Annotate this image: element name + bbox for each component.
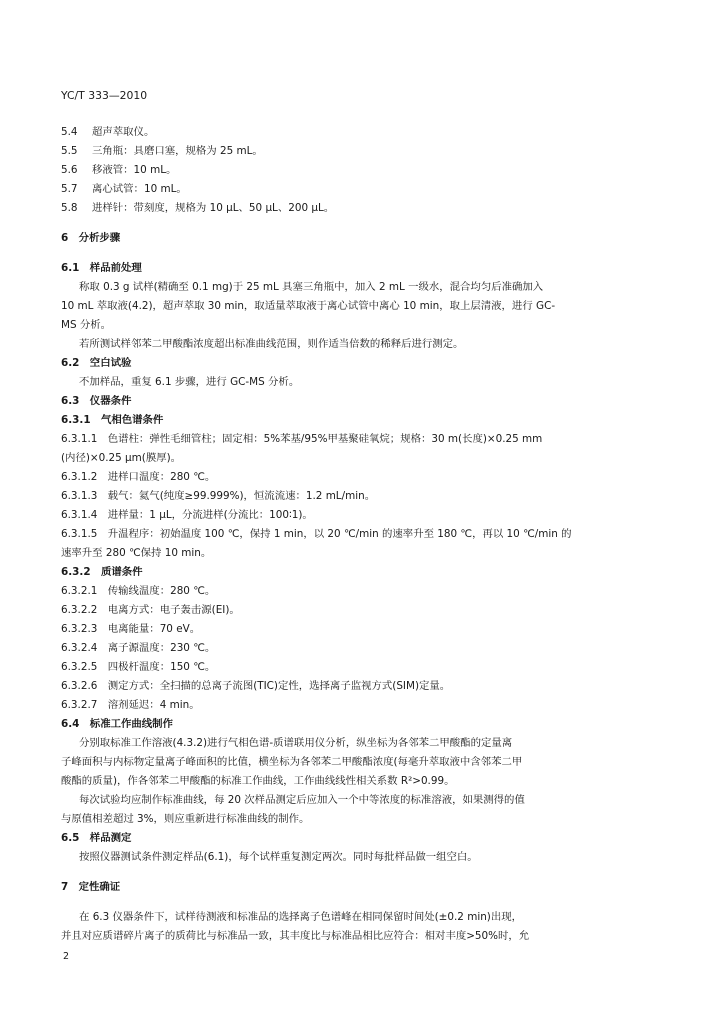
list-item: 6.3.2.5 四极杆温度：150 ℃。 — [61, 661, 216, 673]
list-item: 6.3.1.5 升温程序：初始温度 100 ℃，保持 1 min，以 20 ℃/min 的速率升至 180 ℃，再以 10 ℃/min 的 — [61, 528, 572, 540]
list-item: 6.3.1.1 色谱柱：弹性毛细管柱；固定相：5%苯基/95%甲基聚硅氧烷；规格：30 m(长度)×0.25 mm — [61, 433, 543, 445]
paragraph-line: 分别取标准工作溶液(4.3.2)进行气相色谱-质谱联用仪分析，纵坐标为各邻苯二甲酸酯的定量离 — [79, 737, 513, 749]
paragraph-line: 在 6.3 仪器条件下，试样待测液和标准品的选择离子色谱峰在相同保留时间处(±0.2 min)出现， — [79, 911, 523, 923]
subsection-heading: 6.3 仪器条件 — [61, 395, 132, 407]
list-item: 6.3.2.1 传输线温度：280 ℃。 — [61, 585, 216, 597]
standard-code: YC/T 333—2010 — [61, 89, 148, 102]
paragraph-line: 酸酯的质量)，作各邻苯二甲酸酯的标准工作曲线，工作曲线线性相关系数 R²>0.99。 — [61, 775, 455, 787]
paragraph-line: 若所测试样邻苯二甲酸酯浓度超出标准曲线范围，则作适当倍数的稀释后进行测定。 — [79, 338, 464, 350]
paragraph-line: MS 分析。 — [61, 319, 112, 331]
list-item: 6.3.2.3 电离能量：70 eV。 — [61, 623, 201, 635]
subsection-heading: 6.5 样品测定 — [61, 832, 132, 844]
equipment-item: 5.5 三角瓶：具磨口塞，规格为 25 mL。 — [61, 145, 263, 157]
subsection-heading: 6.1 样品前处理 — [61, 262, 142, 274]
subsection-heading: 6.3.2 质谱条件 — [61, 566, 143, 578]
paragraph-line: 与原值相差超过 3%，则应重新进行标准曲线的制作。 — [61, 813, 310, 825]
list-item: 6.3.1.4 进样量：1 μL，分流进样(分流比：100∶1)。 — [61, 509, 313, 521]
paragraph-line: 称取 0.3 g 试样(精确至 0.1 mg)于 25 mL 具塞三角瓶中，加入 2 mL 一级水，混合均匀后准确加入 — [79, 281, 544, 293]
list-item: 6.3.1.2 进样口温度：280 ℃。 — [61, 471, 216, 483]
paragraph-line: 按照仪器测试条件测定样品(6.1)，每个试样重复测定两次。同时每批样品做一组空白。 — [79, 851, 478, 863]
paragraph-line: 并且对应质谱碎片离子的质荷比与标准品一致，其丰度比与标准品相比应符合：相对丰度>50%时，允 — [61, 930, 530, 942]
list-item: 速率升至 280 ℃保持 10 min。 — [61, 547, 212, 559]
list-item: 6.3.2.6 测定方式：全扫描的总离子流图(TIC)定性，选择离子监视方式(SIM)定量。 — [61, 680, 451, 692]
equipment-item: 5.7 离心试管：10 mL。 — [61, 183, 187, 195]
list-item: 6.3.2.2 电离方式：电子轰击源(EI)。 — [61, 604, 240, 616]
section-heading: 6 分析步骤 — [61, 232, 121, 244]
list-item: 6.3.1.3 载气：氦气(纯度≥99.999%)，恒流流速：1.2 mL/min。 — [61, 490, 376, 502]
page-number: 2 — [63, 951, 70, 962]
paragraph-line: 10 mL 萃取液(4.2)，超声萃取 30 min，取适量萃取液于离心试管中离心 10 min，取上层清液，进行 GC- — [61, 300, 556, 312]
equipment-item: 5.6 移液管：10 mL。 — [61, 164, 177, 176]
paragraph-line: 不加样品，重复 6.1 步骤，进行 GC-MS 分析。 — [79, 376, 300, 388]
list-item: 6.3.2.7 溶剂延迟：4 min。 — [61, 699, 200, 711]
paragraph-line: 每次试验均应制作标准曲线，每 20 次样品测定后应加入一个中等浓度的标准溶液，如果测得的值 — [79, 794, 525, 806]
paragraph-line: 子峰面积与内标物定量离子峰面积的比值，横坐标为各邻苯二甲酸酯浓度(每毫升萃取液中含邻苯二甲 — [61, 756, 523, 768]
list-item: 6.3.2.4 离子源温度：230 ℃。 — [61, 642, 216, 654]
subsection-heading: 6.3.1 气相色谱条件 — [61, 414, 164, 426]
equipment-item: 5.4 超声萃取仪。 — [61, 126, 155, 138]
equipment-item: 5.8 进样针：带刻度，规格为 10 μL、50 μL、200 μL。 — [61, 202, 335, 214]
list-item: (内径)×0.25 μm(膜厚)。 — [61, 452, 182, 464]
subsection-heading: 6.4 标准工作曲线制作 — [61, 718, 173, 730]
section-heading: 7 定性确证 — [61, 881, 121, 893]
subsection-heading: 6.2 空白试验 — [61, 357, 132, 369]
